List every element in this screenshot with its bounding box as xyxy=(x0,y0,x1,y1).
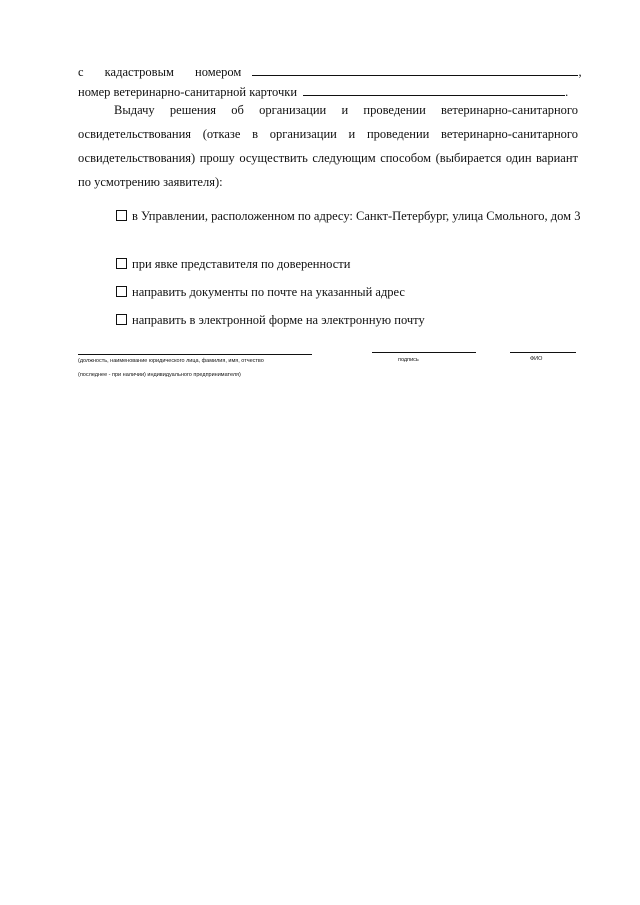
option-by-mail[interactable] xyxy=(116,280,405,304)
option-by-proxy-label: при явке представителя по доверенности xyxy=(132,257,351,271)
signature-line[interactable] xyxy=(372,352,476,353)
cadastral-label: с кадастровым номером xyxy=(78,65,242,79)
cadastral-number-row xyxy=(78,64,588,80)
vet-card-label: номер ветеринарно-санитарной карточки xyxy=(78,85,298,99)
checkbox-by-mail[interactable] xyxy=(116,286,127,297)
fio-caption: ФИО xyxy=(530,356,543,362)
delivery-method-paragraph: Выдачу решения об организации и проведении ветеринарно-санитарного освидетельствования (отказе в организации и проведении ветеринарно-санитарного освидетельствования) прошу осуществить следующим способом (выбирается один вариант по усмотрению заявителя): xyxy=(78,103,578,189)
cadastral-suffix: , xyxy=(578,65,582,79)
option-by-email[interactable] xyxy=(116,308,425,332)
option-by-proxy[interactable] xyxy=(116,252,350,276)
checkbox-by-proxy[interactable] xyxy=(116,258,127,269)
option-in-office[interactable] xyxy=(116,204,586,228)
option-in-office-label: в Управлении, расположенном по адресу: Санкт-Петербург, улица Смольного, дом 3 xyxy=(132,209,581,223)
cadastral-number-field[interactable] xyxy=(252,64,578,76)
checkbox-by-email[interactable] xyxy=(116,314,127,325)
position-caption-1: (должность, наименование юридического лица, фамилия, имя, отчество xyxy=(78,358,264,364)
vet-card-number-field[interactable] xyxy=(303,84,565,96)
option-by-email-label: направить в электронной форме на электронную почту xyxy=(132,313,425,327)
vet-card-suffix: . xyxy=(565,85,569,99)
option-by-mail-label: направить документы по почте на указанный адрес xyxy=(132,285,405,299)
fio-line[interactable] xyxy=(510,352,576,353)
signature-caption: подпись xyxy=(398,357,419,363)
checkbox-in-office[interactable] xyxy=(116,210,127,221)
position-caption-2: (последнее - при наличии) индивидуального предпринимателя) xyxy=(78,372,241,378)
position-signature-line[interactable] xyxy=(78,354,312,355)
